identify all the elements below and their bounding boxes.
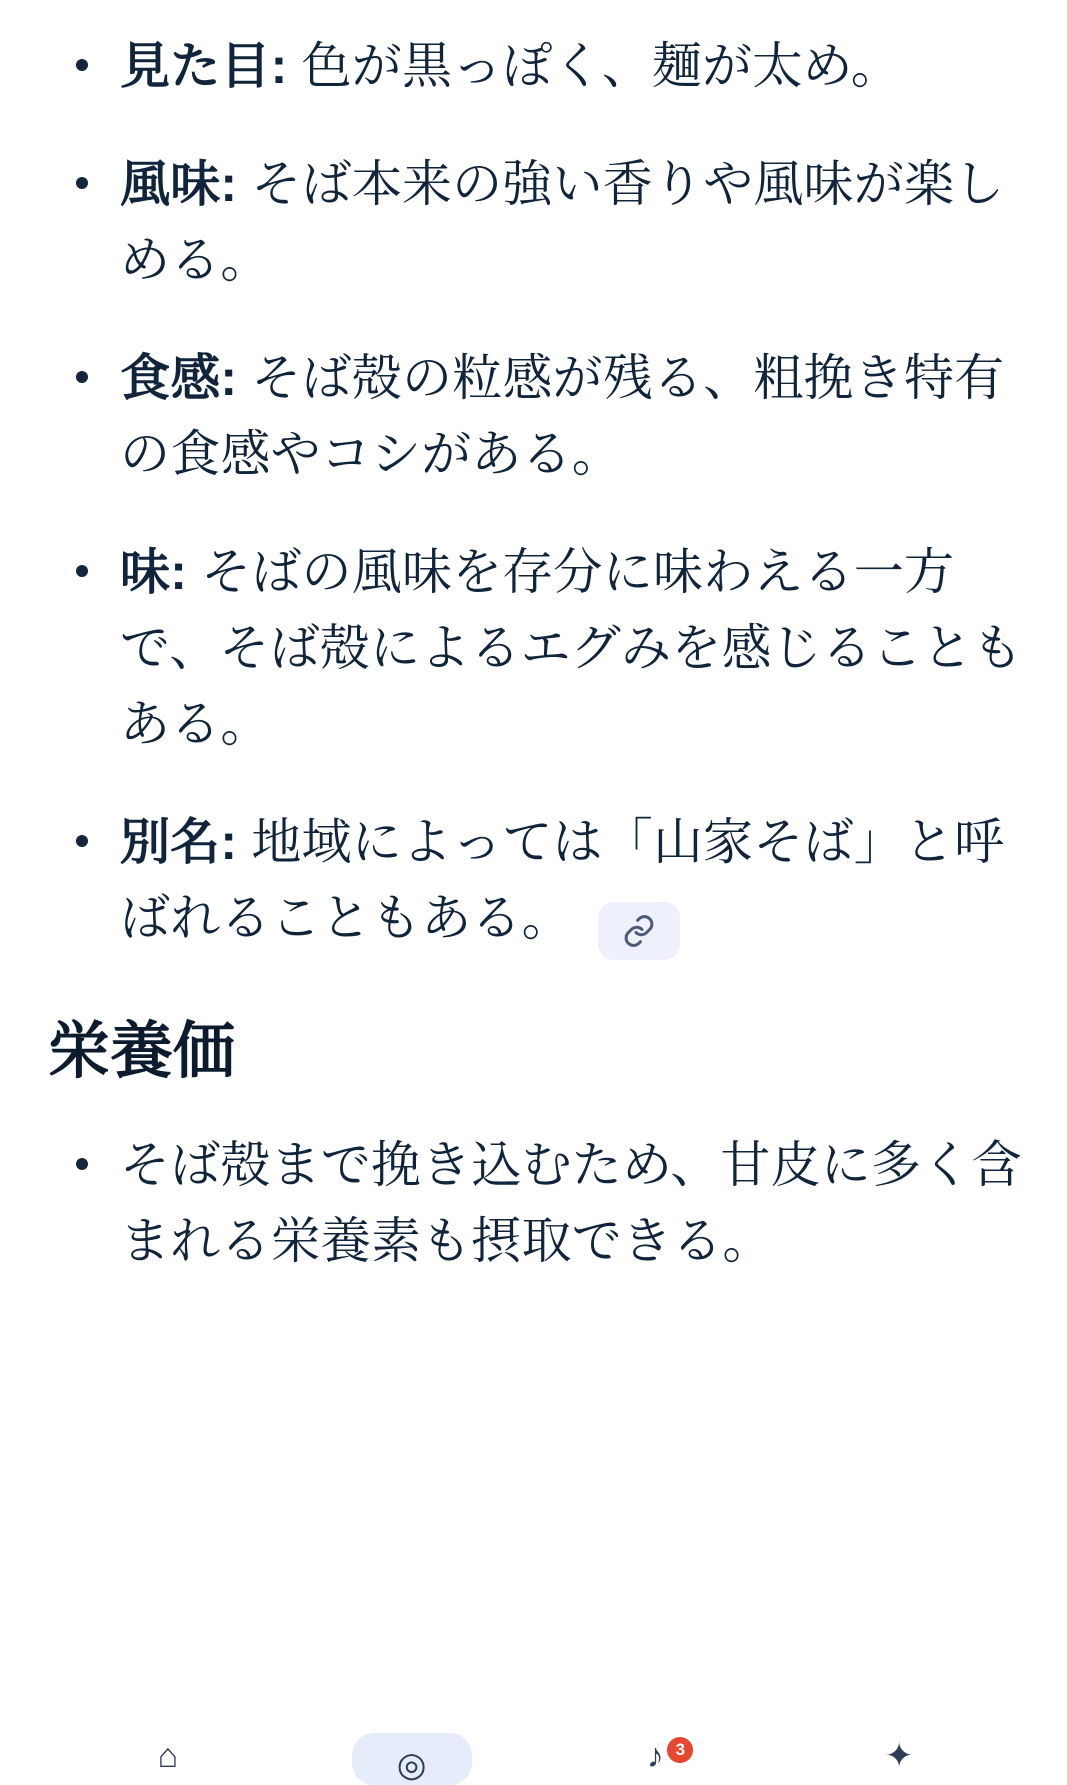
list-item-text: 地域によっては「山家そば」と呼ばれることもある。 <box>120 814 1005 946</box>
link-icon[interactable] <box>598 902 680 960</box>
list-item-text: そばの風味を存分に味わえる一方で、そば殻によるエグみを感じることもある。 <box>120 544 1023 752</box>
nav-item-home[interactable] <box>108 1735 228 1785</box>
list-item-text: そば殻の粒感が残る、粗挽き特有の食感やコシがある。 <box>120 350 1005 482</box>
list-item-label: 別名: <box>120 814 238 870</box>
nav-item-notifications[interactable] <box>595 1735 715 1785</box>
home-icon: ⌂ <box>157 1737 179 1775</box>
list-item <box>42 1127 1025 1279</box>
page-section-title: 栄養価 <box>48 1017 236 1086</box>
nav-item-active-pill <box>352 1733 472 1785</box>
list-item <box>42 146 1025 298</box>
status-badge: 3 <box>667 1737 693 1763</box>
list-item-label: 味: <box>120 544 188 600</box>
nav-item-profile[interactable] <box>839 1735 959 1785</box>
nutrition-list <box>42 1127 1025 1279</box>
characteristics-list <box>42 28 1025 960</box>
compass-icon: ◎ <box>396 1746 427 1784</box>
list-item-label: 見た目: <box>120 38 288 94</box>
list-item <box>42 804 1025 960</box>
list-item-text: そば殻まで挽き込むため、甘皮に多く含まれる栄養素も摂取できる。 <box>120 1136 1022 1269</box>
list-item <box>42 340 1025 492</box>
list-item <box>42 534 1025 762</box>
list-item-label: 食感: <box>120 350 238 406</box>
list-item-label: 風味: <box>120 156 238 212</box>
list-item <box>42 28 1025 104</box>
list-item-text: 色が黒っぽく、麺が太め。 <box>287 38 901 94</box>
person-icon: ✦ <box>884 1737 914 1775</box>
bottom-navigation-bar <box>0 1733 1067 1785</box>
list-item-text: そば本来の強い香りや風味が楽しめる。 <box>120 156 1005 288</box>
nav-item-compass[interactable] <box>352 1735 472 1785</box>
bell-icon: ♪ <box>646 1737 664 1775</box>
